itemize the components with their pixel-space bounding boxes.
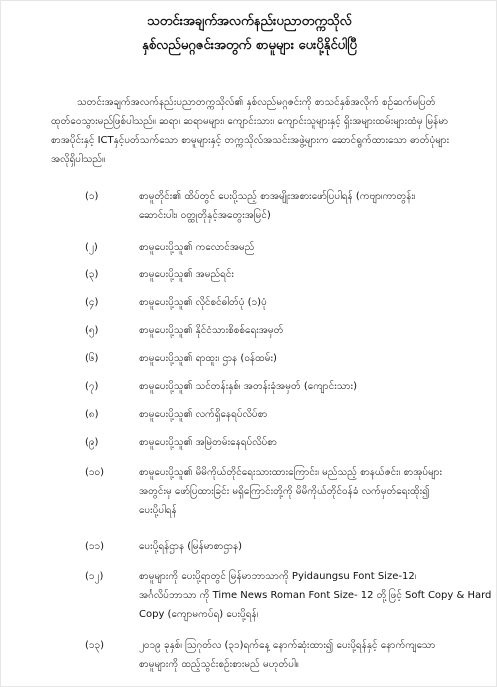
list-item-line: စာမူပေးပို့သူ၏ မိမိကိုယ်တိုင်ရေးသားထားကြောင်း၊ မည်သည့် စာနယ်ဇင်း၊ စာအုပ်များ: [139, 467, 443, 478]
list-item-line: ၂၀၁၉ ခုနှစ်၊ ဩဂုတ်လ (၃၁)ရက်နေ့ နောက်ဆုံးထား၍ ပေးပို့ရန်နှင့် နောက်ကျသော: [139, 640, 436, 651]
list-item-text: [139, 321, 449, 340]
list-item-number: (၃): [85, 269, 99, 280]
list-item-text: [139, 567, 492, 624]
list-item-line: Copy (ကျောမကပ်ရ) ပေးပို့ရန်၊: [139, 609, 259, 620]
list-item-text: [139, 187, 449, 225]
list-item-text: [139, 537, 449, 556]
list-item-line: အတွင်းမှ ဖော်ပြထားခြင်း မရှိကြောင်းတို့ကို မိမိကိုယ်တိုင်ဝန်ခံ လက်မှတ်ရေးထိုး၍: [139, 486, 430, 497]
list-item-line: စာမူပေးပို့သူ၏ လိုင်စင်ဓါတ်ပုံ (၁)ပုံ: [139, 297, 267, 308]
list-item-number: (၆): [85, 353, 99, 364]
list-item-text: [139, 349, 449, 368]
title-line-2: နှစ်လည်မဂ္ဂဇင်းအတွက် စာမူများ ပေးပို့နိုင်ပါပြီ: [142, 38, 357, 53]
list-item-line: စာမူပေးပို့သူ၏ သင်တန်းနှစ်၊ အတန်းခုံအမှတ် (ကျောင်းသား): [139, 381, 357, 392]
list-item-text: [139, 238, 449, 257]
list-item-line: စာမူများကို ပေးပို့ရာတွင် မြန်မာဘာသာကို Pyidaungsu Font Size-12၊: [139, 571, 417, 582]
list-item-number: (၉): [85, 437, 99, 448]
list-item-number: (၇): [85, 381, 99, 392]
list-item-line: ပေးပို့ပါရန်: [139, 505, 177, 516]
intro-paragraph: သတင်းအချက်အလက်နည်းပညာတက္ကသိုလ်၏ နှစ်လည်မဂ္ဂဇင်းကို စာသင်နှစ်အလိုက် စဉ်ဆက်မပြတ် ထုတ်ဝေသွားမည်ဖြစ်ပါသည်။ ဆရာ၊ ဆရာမများ၊ ကျောင်းသား၊ ကျောင်းသူများနှင့် ရှိးအများထမ်းများထံမှ မြန်မာစာအပိုင်းနှင့် ICTနှင့်ပတ်သက်သော စာမူများနှင့် တက္ကသိုလ်အသင်းအဖွဲ့များက ဆောင်ရွက်ထားသော ဓာတ်ပုံများ အလိုရှိပါသည်။: [51, 97, 450, 165]
list-item-line: စာမူပေးပို့သူ၏ ကလောင်အမည်: [139, 242, 255, 253]
list-item-line: စာမူပေးပို့သူ၏ လက်ရှိနေရပ်လိပ်စာ: [139, 409, 268, 420]
list-item-line: ဆောင်းပါး၊ ဝတ္ထုတိုနှင့်အတွေးအမြင်): [139, 210, 271, 221]
list-item-number: (၈): [85, 409, 99, 420]
list-item-text: [139, 377, 449, 396]
list-item-number: (၁): [85, 191, 99, 202]
list-item-line: စာမူပေးပို့သူ၏ နိုင်ငံသားစိစစ်ရေးအမှတ်: [139, 325, 284, 336]
list-item-number: (၁၀): [85, 467, 105, 478]
list-item-number: (၁၁): [85, 541, 105, 552]
list-item-line: စာမူများကို ထည့်သွင်းစဉ်းစားမည် မဟုတ်ပါ။: [139, 659, 299, 670]
list-item-text: [139, 433, 449, 452]
list-item-number: (၁၃): [85, 640, 105, 651]
list-item-number: (၄): [85, 297, 99, 308]
list-item-line: စာမူပေးပို့သူ၏ အမည်ရင်း: [139, 269, 234, 280]
list-item-text: [139, 293, 449, 312]
list-item-text: [139, 265, 449, 284]
list-item-line: စာမူပေးပို့သူ၏ ရာထူး၊ ဌာန (ဝန်ထမ်း): [139, 353, 277, 364]
list-item-number: (၅): [85, 325, 99, 336]
list-item-line: အင်္ဂလိပ်ဘာသာ ကို Time News Roman Font Size- 12 တို့ဖြင့် Soft Copy & Hard: [139, 590, 492, 601]
list-item-text: [139, 636, 449, 674]
title-line-1: သတင်းအချက်အလက်နည်းပညာတက္ကသိုလ်: [147, 14, 352, 29]
list-item-line: စာမူတိုင်း၏ ထိပ်တွင် ပေးပို့သည့် စာအမျိုးအစားဖော်ပြပါရန် (ကဗျာ၊ကာတွန်း၊: [139, 191, 416, 202]
list-item-line: စာမူပေးပို့သူ၏ အမြဲတမ်းနေရပ်လိပ်စာ: [139, 437, 278, 448]
list-item-line: ပေးပို့ရန်ဌာန (မြန်မာစာဌာန): [139, 541, 243, 552]
list-item-text: [139, 405, 449, 424]
list-item-text: [139, 463, 449, 520]
list-item-number: (၂): [85, 242, 98, 253]
list-item-number: (၁၂): [85, 571, 104, 582]
